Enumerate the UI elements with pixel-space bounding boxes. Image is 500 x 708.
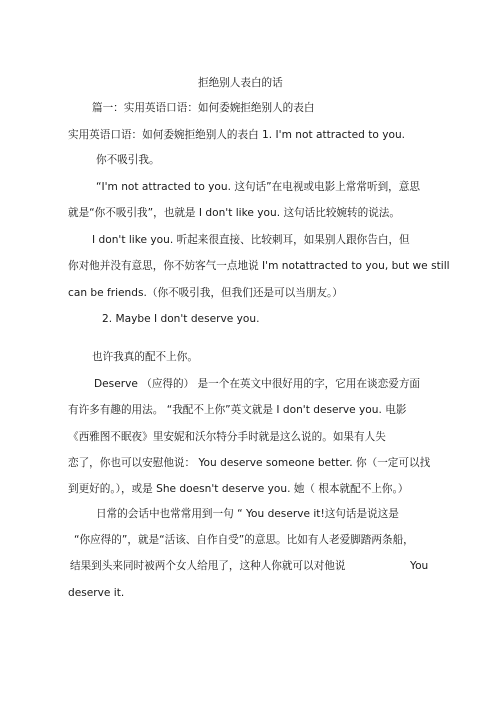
paragraph-line: 你对他并没有意思，你不妨客气一点地说 I'm notattracted to you, but we still [68, 260, 450, 272]
paragraph-line-end: You [410, 560, 429, 572]
paragraph-line: can be friends.（你不吸引我，但我们还是可以当朋友。） [68, 287, 343, 299]
paragraph-line: 日常的会话中也常常用到一句 “ You deserve it!这句话是说这是 [96, 508, 399, 520]
paragraph-line: 《西雅图不眠夜》里安妮和沃尔特分手时就是这么说的。如果有人失 [68, 431, 386, 443]
paragraph-line: 结果到头来同时被两个女人给甩了，这种人你就可以对他说 [70, 560, 346, 572]
paragraph-line: 你不吸引我。 [96, 154, 160, 166]
page-title: 拒绝别人表白的话 [198, 77, 283, 89]
paragraph-line: I don't like you. 听起来很直接、比较刺耳，如果别人跟你告白，但 [92, 234, 410, 246]
paragraph-line: 也许我真的配不上你。 [92, 351, 198, 363]
paragraph-line: 恋了，你也可以安慰他说： You deserve someone better. 你（一定可以找 [68, 457, 431, 469]
paragraph-line: 到更好的。），或是 She doesn't deserve you. 她（ 根本就配不上你。） [68, 483, 409, 495]
paragraph-line: 有许多有趣的用法。 “我配不上你”英文就是 I don't deserve you. 电影 [68, 404, 407, 416]
paragraph-line: 就是“你不吸引我”，也就是 I don't like you. 这句话比较婉转的说法。 [68, 207, 400, 219]
paragraph-line: “I'm not attracted to you. 这句话”在电视或电影上常常听到，意思 [96, 181, 420, 193]
numbered-heading: 2. Maybe I don't deserve you. [102, 313, 260, 325]
section-heading: 篇一：实用英语口语：如何委婉拒绝别人的表白 [92, 102, 315, 114]
paragraph-line: Deserve （应得的） 是一个在英文中很好用的字，它用在谈恋爱方面 [94, 378, 421, 390]
paragraph-line: deserve it. [68, 587, 125, 599]
paragraph-line: 实用英语口语：如何委婉拒绝别人的表白 1. I'm not attracted to you. [68, 129, 406, 141]
paragraph-line: “你应得的”，就是“活该、自作自受”的意思。比如有人老爱脚踏两条船， [74, 534, 414, 546]
